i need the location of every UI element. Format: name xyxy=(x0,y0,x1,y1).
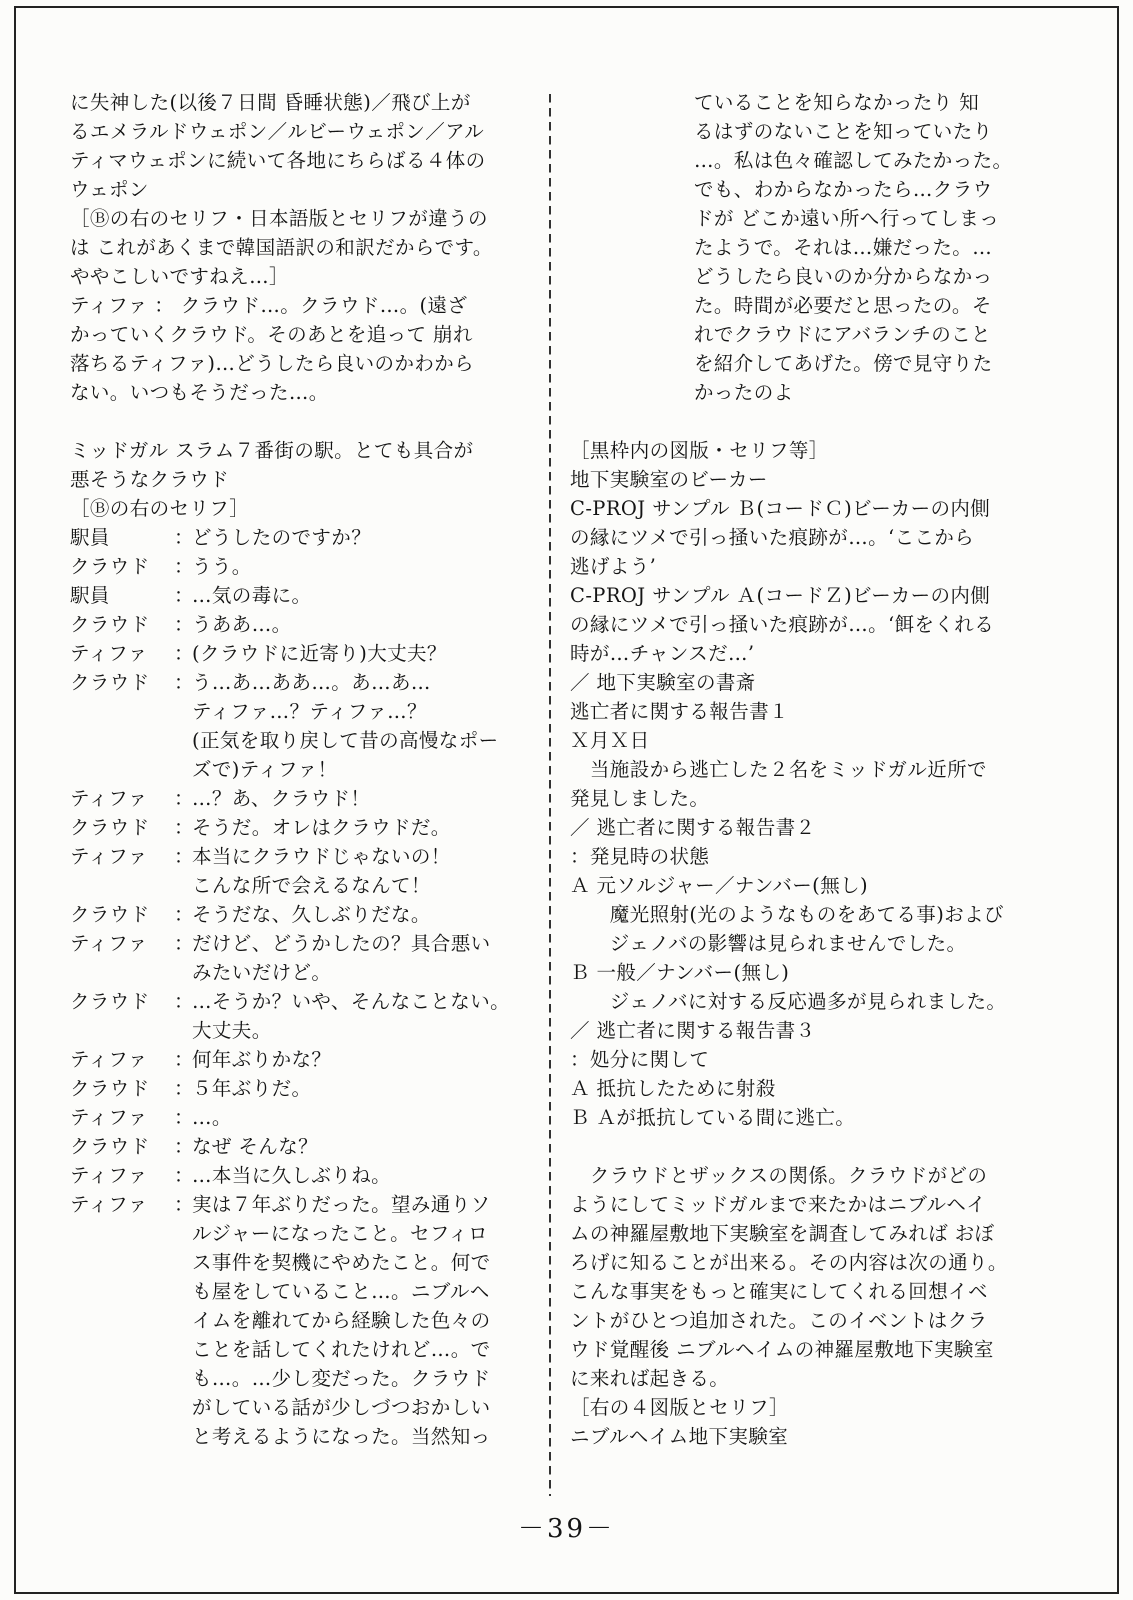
blank-line xyxy=(570,1132,1045,1161)
text-line: の縁にツメで引っ掻いた痕跡が…。‘ここから xyxy=(570,526,975,549)
dialogue-line xyxy=(70,987,540,1016)
text-line: ミッドガル スラム７番街の駅。とても具合が xyxy=(70,439,474,462)
text-line: かったのよ xyxy=(694,381,794,404)
dialogue-line xyxy=(70,1103,540,1132)
text-line: に失神した(以後７日間 昏睡状態)／飛び上が xyxy=(70,91,471,114)
text-line: 発見しました。 xyxy=(570,787,710,810)
speaker-colon: ： xyxy=(174,932,194,955)
speaker-name: クラウド xyxy=(70,671,150,694)
blank-line xyxy=(570,407,1045,436)
dialogue-line xyxy=(70,1161,540,1190)
speech-text: 本当にクラウドじゃないの！ xyxy=(192,845,451,868)
dialogue-line xyxy=(70,900,540,929)
text-line: れでクラウドにアバランチのこと xyxy=(694,323,991,346)
speech-text: ５年ぶりだ。 xyxy=(192,1077,312,1100)
speech-continuation: と考えるようになった。当然知っ xyxy=(192,1425,491,1448)
speaker-name: ティファ xyxy=(70,1106,148,1129)
speech-continuation: ズで)ティファ！ xyxy=(192,758,338,781)
speaker-name: 駅員 xyxy=(70,526,110,549)
dialogue-line xyxy=(70,813,540,842)
scene-paragraph xyxy=(70,436,540,523)
speaker-name: ティファ xyxy=(70,845,148,868)
text-line: ［Ⓑの右のセリフ・日本語版とセリフが違うの xyxy=(70,207,488,230)
text-line: ジェノバに対する反応過多が見られました。 xyxy=(570,990,1007,1013)
text-line: 魔光照射(光のようなものをあてる事)および xyxy=(570,903,1004,926)
speaker-colon: ： xyxy=(174,1164,194,1187)
intro-paragraph xyxy=(70,88,540,407)
text-line: でも、わからなかったら…クラウ xyxy=(694,178,993,201)
text-line: の縁にツメで引っ掻いた痕跡が…。‘餌をくれる xyxy=(570,613,995,636)
speaker-name: クラウド xyxy=(70,613,150,636)
speech-text: そうだな、久しぶりだな。 xyxy=(192,903,431,926)
page-number: －39－ xyxy=(517,1514,616,1544)
speaker-colon: ： xyxy=(174,555,194,578)
speaker-colon: ： xyxy=(174,1135,194,1158)
blank-line xyxy=(70,407,540,436)
dialogue-line xyxy=(70,1074,540,1103)
text-line: ていることを知らなかったり 知 xyxy=(694,91,980,114)
speech-continuation: も屋をしていること…。ニブルヘ xyxy=(192,1280,490,1303)
speech-continuation: がしている話が少しづつおかしい xyxy=(192,1396,491,1419)
dialogue-line xyxy=(70,581,540,610)
text-line: ジェノバの影響は見られませんでした。 xyxy=(570,932,967,955)
speech-text: …そうか？いや、そんなことない。 xyxy=(192,990,511,1013)
text-line: ウェポン xyxy=(70,178,149,201)
text-line: ［Ⓑの右のセリフ］ xyxy=(70,497,250,520)
text-line: ティファ ： クラウド…。クラウド…。(遠ざ xyxy=(70,294,468,317)
speech-text: どうしたのですか？ xyxy=(192,526,372,549)
speech-text: …気の毒に。 xyxy=(192,584,312,607)
speech-continuation: も…。…少し変だった。クラウド xyxy=(192,1367,491,1390)
speech-continuation: 大丈夫。 xyxy=(192,1019,272,1042)
text-line: は これがあくまで韓国語訳の和訳だからです。 xyxy=(70,236,493,259)
dialogue-line xyxy=(70,610,540,639)
speaker-name: クラウド xyxy=(70,816,150,839)
speaker-colon: ： xyxy=(174,1048,194,1071)
speaker-name: ティファ xyxy=(70,642,148,665)
speaker-name: クラウド xyxy=(70,990,150,1013)
text-line: Ｂ Ａが抵抗している間に逃亡。 xyxy=(570,1106,856,1129)
text-line: Ｘ月Ｘ日 xyxy=(570,729,650,752)
closing-paragraph xyxy=(570,1161,1045,1451)
speech-continuation: ことを話してくれたけれど…。で xyxy=(192,1338,491,1361)
text-line: Ｂ 一般／ナンバー(無し) xyxy=(570,961,790,984)
text-line: るはずのないことを知っていたり xyxy=(694,120,993,143)
dialogue-line xyxy=(70,1045,540,1074)
text-line: 地下実験室のビーカー xyxy=(570,468,768,491)
text-line: ［右の４図版とセリフ］ xyxy=(570,1396,789,1419)
text-line: どうしたら良いのか分からなかっ xyxy=(694,265,993,288)
speaker-name: ティファ xyxy=(70,1164,148,1187)
column-divider xyxy=(549,94,551,1496)
text-line: 落ちるティファ)…どうしたら良いのかわから xyxy=(70,352,475,375)
text-line: C-PROJ サンプル Ｂ(コードＣ)ビーカーの内側 xyxy=(570,497,991,520)
speaker-colon: ： xyxy=(174,1106,194,1129)
speech-continuation: イムを離れてから経験した色々の xyxy=(192,1309,491,1332)
speech-continuation: ス事件を契機にやめたこと。何で xyxy=(192,1251,491,1274)
text-line: かっていくクラウド。そのあとを追って 崩れ xyxy=(70,323,473,346)
speech-continuation: こんな所で会えるなんて！ xyxy=(192,874,431,897)
speaker-name: ティファ xyxy=(70,1048,148,1071)
speaker-colon: ： xyxy=(174,787,194,810)
text-line: たようで。それは…嫌だった。… xyxy=(694,236,993,259)
report-box xyxy=(570,436,1045,1132)
continuation-paragraph xyxy=(570,88,1045,407)
text-line: ようにしてミッドガルまで来たかはニブルヘイ xyxy=(570,1193,987,1216)
speech-text: 何年ぶりかな？ xyxy=(192,1048,332,1071)
text-line: ／ 逃亡者に関する報告書２ xyxy=(570,816,816,839)
text-line: ムの神羅屋敷地下実験室を調査してみれば おぼ xyxy=(570,1222,995,1245)
text-line: ティマウェポンに続いて各地にちらばる４体の xyxy=(70,149,486,172)
speech-text: …本当に久しぶりね。 xyxy=(192,1164,392,1187)
speech-continuation: ルジャーになったこと。セフィロ xyxy=(192,1222,489,1245)
text-line: ニブルヘイム地下実験室 xyxy=(570,1425,789,1448)
speaker-colon: ： xyxy=(174,990,194,1013)
text-line: ウド覚醒後 ニブルヘイムの神羅屋敷地下実験室 xyxy=(570,1338,994,1361)
dialogue-line xyxy=(70,523,540,552)
speech-text: うああ…。 xyxy=(192,613,292,636)
speech-text: う…あ…ああ…。あ…あ… xyxy=(192,671,431,694)
speaker-colon: ： xyxy=(174,526,194,549)
text-line: クラウドとザックスの関係。クラウドがどの xyxy=(570,1164,988,1187)
speech-continuation: ティファ…？ティファ…？ xyxy=(192,700,427,723)
text-line: を紹介してあげた。傍で見守りた xyxy=(694,352,993,375)
text-line: ／ 逃亡者に関する報告書３ xyxy=(570,1019,816,1042)
text-line: ：発見時の状態 xyxy=(570,845,710,868)
speaker-name: クラウド xyxy=(70,1135,150,1158)
right-column xyxy=(570,88,1045,1451)
speech-text: (クラウドに近寄り)大丈夫？ xyxy=(192,642,447,665)
text-line: 時が…チャンスだ…’ xyxy=(570,642,755,665)
speaker-name: クラウド xyxy=(70,555,150,578)
dialogue-line xyxy=(70,784,540,813)
text-line: た。時間が必要だと思ったの。そ xyxy=(694,294,992,317)
text-line: 逃げよう’ xyxy=(570,555,657,578)
text-line: ない。いつもそうだった…。 xyxy=(70,381,329,404)
speech-text: …？あ、クラウド！ xyxy=(192,787,371,810)
dialogue-line xyxy=(70,668,540,697)
text-line: Ａ 抵抗したために射殺 xyxy=(570,1077,776,1100)
text-line: に来れば起きる。 xyxy=(570,1367,730,1390)
speech-text: …。 xyxy=(192,1106,232,1129)
text-line: 悪そうなクラウド xyxy=(70,468,230,491)
text-line: 逃亡者に関する報告書１ xyxy=(570,700,789,723)
speaker-name: ティファ xyxy=(70,787,148,810)
speech-continuation: (正気を取り戻して昔の高慢なポー xyxy=(192,729,499,752)
text-line: こんな事実をもっと確実にしてくれる回想イベ xyxy=(570,1280,988,1303)
text-line: Ａ 元ソルジャー／ナンバー(無し) xyxy=(570,874,868,897)
speech-continuation: みたいだけど。 xyxy=(192,961,332,984)
text-line: ／ 地下実験室の書斎 xyxy=(570,671,756,694)
speaker-colon: ： xyxy=(174,671,194,694)
text-line: ろげに知ることが出来る。その内容は次の通り。 xyxy=(570,1251,1008,1274)
left-column xyxy=(70,88,540,1451)
text-line: ：処分に関して xyxy=(570,1048,710,1071)
speech-text: うう。 xyxy=(192,555,252,578)
text-line: …。私は色々確認してみたかった。 xyxy=(694,149,1013,172)
text-line: るエメラルドウェポン／ルビーウェポン／アル xyxy=(70,120,485,143)
speaker-colon: ： xyxy=(174,845,194,868)
speaker-colon: ： xyxy=(174,584,194,607)
speaker-name: ティファ xyxy=(70,1193,148,1216)
text-line: ［黒枠内の図版・セリフ等］ xyxy=(570,439,829,462)
speaker-colon: ： xyxy=(174,613,194,636)
dialogue-line xyxy=(70,929,540,958)
speaker-name: 駅員 xyxy=(70,584,110,607)
speaker-colon: ： xyxy=(174,1193,194,1216)
text-line: ややこしいですねえ…］ xyxy=(70,265,289,288)
speech-text: 実は７年ぶりだった。望み通りソ xyxy=(192,1193,491,1216)
dialogue-line xyxy=(70,639,540,668)
dialogue-line xyxy=(70,842,540,871)
text-line: ントがひとつ追加された。このイベントはクラ xyxy=(570,1309,988,1332)
speaker-colon: ： xyxy=(174,816,194,839)
dialogue-line xyxy=(70,1190,540,1219)
text-line: C-PROJ サンプル Ａ(コードＺ)ビーカーの内側 xyxy=(570,584,991,607)
speaker-name: ティファ xyxy=(70,932,148,955)
speaker-colon: ： xyxy=(174,642,194,665)
text-line: ドが どこか遠い所へ行ってしまっ xyxy=(694,207,1000,230)
dialogue-list xyxy=(70,523,540,1451)
dialogue-line xyxy=(70,552,540,581)
speaker-colon: ： xyxy=(174,1077,194,1100)
dialogue-line xyxy=(70,1132,540,1161)
text-line: 当施設から逃亡した２名をミッドガル近所で xyxy=(570,758,987,781)
speech-text: そうだ。オレはクラウドだ。 xyxy=(192,816,451,839)
speech-text: だけど、どうかしたの？具合悪い xyxy=(192,932,491,955)
speech-text: なぜ そんな？ xyxy=(192,1135,318,1158)
speaker-colon: ： xyxy=(174,903,194,926)
speaker-name: クラウド xyxy=(70,903,150,926)
speaker-name: クラウド xyxy=(70,1077,150,1100)
